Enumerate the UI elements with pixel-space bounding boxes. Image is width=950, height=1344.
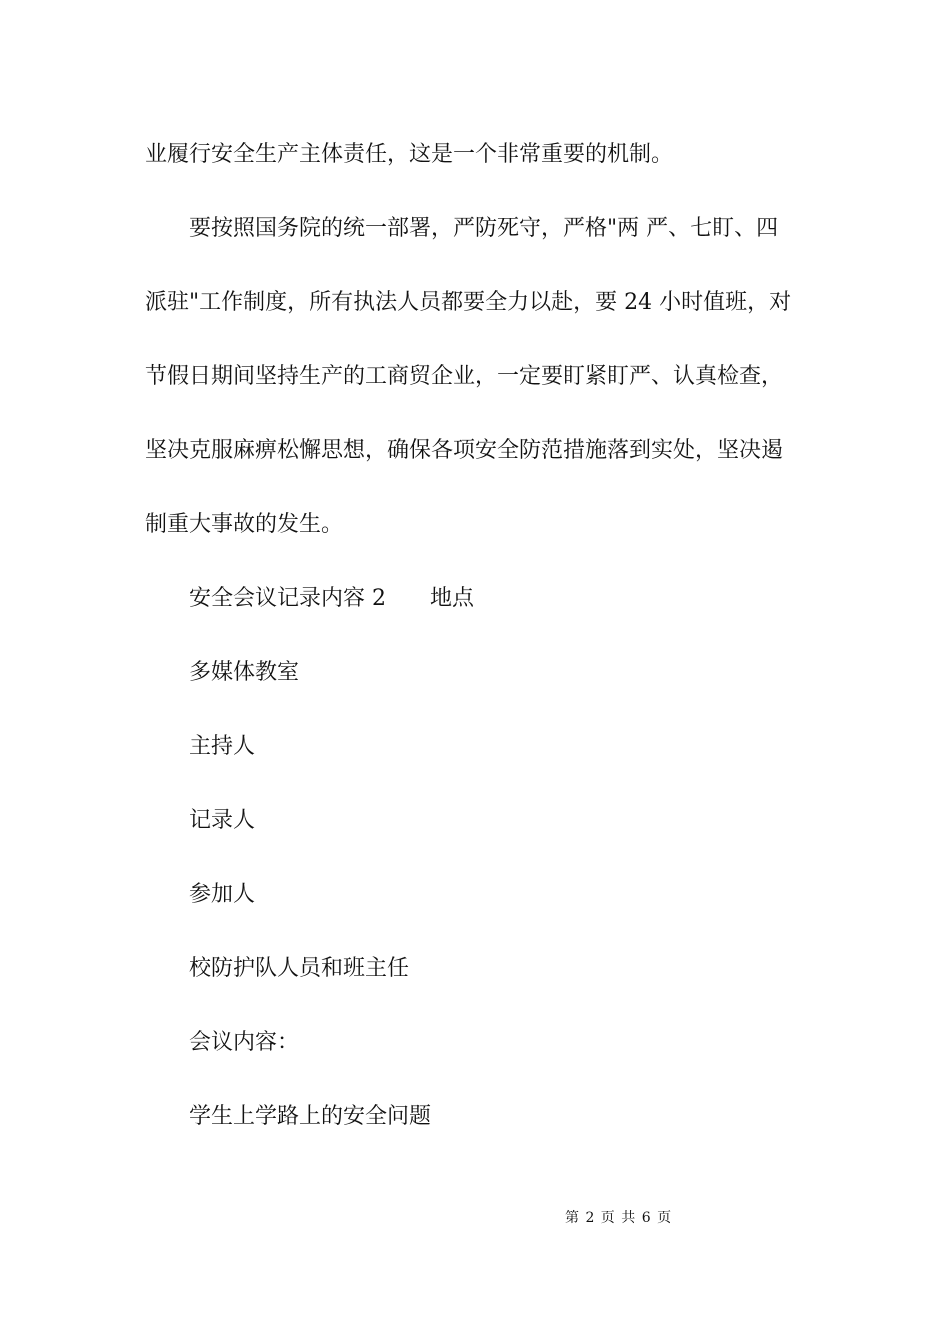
- document-body: [145, 118, 810, 1154]
- paragraph-line: 节假日期间坚持生产的工商贸企业，一定要盯紧盯严、认真检查，: [145, 364, 784, 389]
- recorder-label: 记录人: [189, 808, 256, 833]
- paragraph-line: 要按照国务院的统一部署，严防死守，严格"两 严、七盯、四: [189, 216, 779, 241]
- participants-label: 参加人: [189, 882, 256, 907]
- paragraph-line: 业履行安全生产主体责任，这是一个非常重要的机制。: [145, 142, 674, 167]
- location-value: 多媒体教室: [189, 660, 300, 685]
- paragraph-line: 派驻"工作制度，所有执法人员都要全力以赴，要 24 小时值班，对: [145, 290, 792, 315]
- content-label: 会议内容：: [189, 1030, 300, 1055]
- participants-value: 校防护队人员和班主任: [189, 956, 410, 981]
- paragraph-line: 坚决克服麻痹松懈思想，确保各项安全防范措施落到实处，坚决遏: [145, 438, 784, 463]
- location-label: 地点: [430, 586, 475, 611]
- section-title: 安全会议记录内容 2: [189, 586, 386, 611]
- page-number: 第 2 页 共 6 页: [565, 1210, 673, 1226]
- section-heading: [145, 562, 810, 636]
- host-label: 主持人: [189, 734, 256, 759]
- content-value: 学生上学路上的安全问题: [189, 1104, 432, 1129]
- paragraph-line: 制重大事故的发生。: [145, 512, 344, 537]
